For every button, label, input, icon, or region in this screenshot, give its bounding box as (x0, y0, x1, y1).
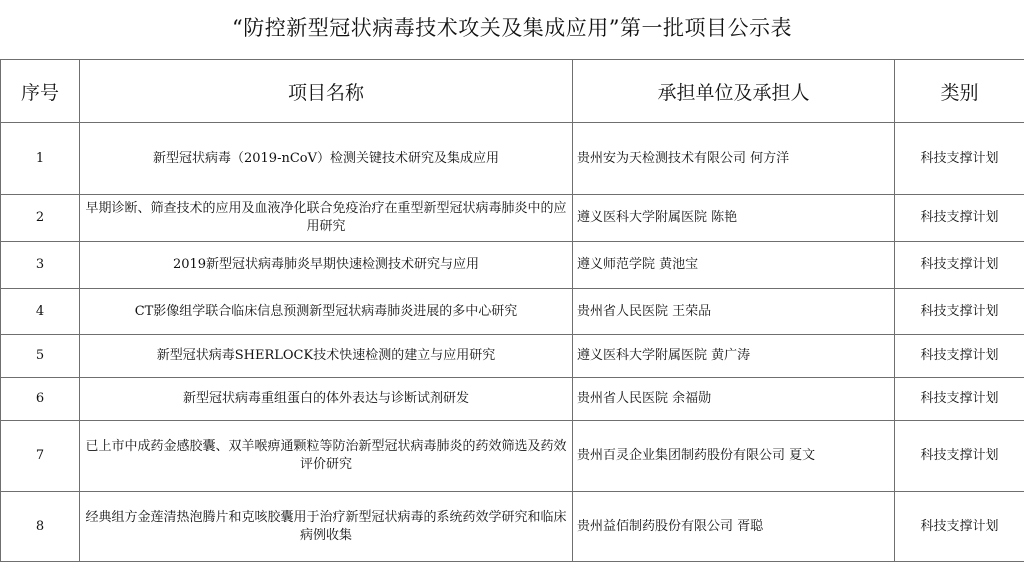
cell-name: 已上市中成药金感胶囊、双羊喉痹通颗粒等防治新型冠状病毒肺炎的药效筛选及药效评价研究 (80, 421, 573, 492)
cell-no: 8 (1, 492, 80, 562)
header-no: 序号 (1, 60, 80, 123)
cell-no: 3 (1, 242, 80, 289)
cell-name: 2019新型冠状病毒肺炎早期快速检测技术研究与应用 (80, 242, 573, 289)
cell-no: 2 (1, 195, 80, 242)
table-row (1, 335, 1024, 378)
table-row (1, 123, 1024, 195)
cell-unit: 遵义医科大学附属医院 黄广涛 (573, 335, 895, 378)
cell-unit: 贵州百灵企业集团制药股份有限公司 夏文 (573, 421, 895, 492)
cell-unit: 贵州省人民医院 余福勋 (573, 378, 895, 421)
header-category: 类别 (895, 60, 1024, 123)
cell-unit: 贵州安为天检测技术有限公司 何方洋 (573, 123, 895, 195)
cell-name: 新型冠状病毒重组蛋白的体外表达与诊断试剂研发 (80, 378, 573, 421)
table-row (1, 289, 1024, 335)
cell-no: 6 (1, 378, 80, 421)
cell-category: 科技支撑计划 (895, 378, 1024, 421)
table-row (1, 421, 1024, 492)
cell-no: 4 (1, 289, 80, 335)
cell-category: 科技支撑计划 (895, 242, 1024, 289)
cell-name: 新型冠状病毒（2019-nCoV）检测关键技术研究及集成应用 (80, 123, 573, 195)
table-row (1, 242, 1024, 289)
cell-category: 科技支撑计划 (895, 492, 1024, 562)
cell-category: 科技支撑计划 (895, 123, 1024, 195)
table-header-row (1, 60, 1024, 123)
cell-name: 早期诊断、筛查技术的应用及血液净化联合免疫治疗在重型新型冠状病毒肺炎中的应用研究 (80, 195, 573, 242)
cell-unit: 贵州省人民医院 王荣品 (573, 289, 895, 335)
cell-name: 新型冠状病毒SHERLOCK技术快速检测的建立与应用研究 (80, 335, 573, 378)
table-row (1, 195, 1024, 242)
cell-unit: 遵义医科大学附属医院 陈艳 (573, 195, 895, 242)
cell-category: 科技支撑计划 (895, 421, 1024, 492)
cell-name: 经典组方金莲清热泡腾片和克咳胶囊用于治疗新型冠状病毒的系统药效学研究和临床病例收集 (80, 492, 573, 562)
page-title: “防控新型冠状病毒技术攻关及集成应用”第一批项目公示表 (0, 10, 1024, 46)
table-row (1, 492, 1024, 562)
cell-category: 科技支撑计划 (895, 195, 1024, 242)
header-unit: 承担单位及承担人 (573, 60, 895, 123)
header-name: 项目名称 (80, 60, 573, 123)
cell-name: CT影像组学联合临床信息预测新型冠状病毒肺炎进展的多中心研究 (80, 289, 573, 335)
cell-no: 7 (1, 421, 80, 492)
cell-no: 1 (1, 123, 80, 195)
cell-unit: 贵州益佰制药股份有限公司 胥聪 (573, 492, 895, 562)
cell-unit: 遵义师范学院 黄池宝 (573, 242, 895, 289)
cell-category: 科技支撑计划 (895, 335, 1024, 378)
cell-no: 5 (1, 335, 80, 378)
project-table (0, 59, 1024, 562)
cell-category: 科技支撑计划 (895, 289, 1024, 335)
table-row (1, 378, 1024, 421)
